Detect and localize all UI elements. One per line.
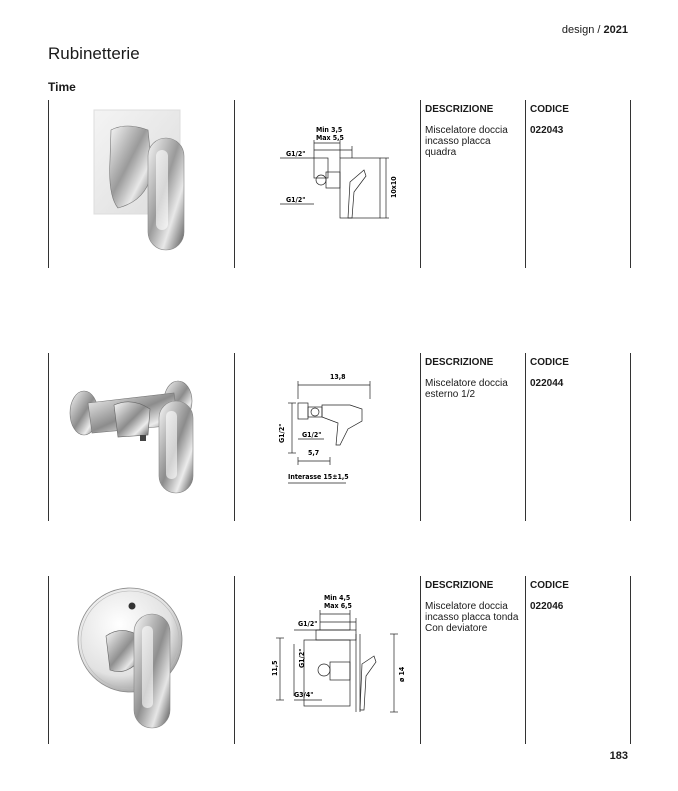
- dim-label: G1/2": [278, 423, 286, 443]
- page-header: [562, 24, 628, 36]
- dim-label: 13,8: [330, 373, 346, 381]
- divider: [48, 353, 49, 521]
- divider: [420, 576, 421, 744]
- divider: [630, 100, 631, 268]
- dim-label: G1/2": [286, 196, 306, 204]
- divider: [525, 100, 526, 268]
- dim-label: G1/2": [302, 431, 322, 439]
- divider: [525, 353, 526, 521]
- product-row: [48, 353, 631, 521]
- product-description: Miscelatore doccia incasso placca tonda Con deviatore: [425, 601, 519, 634]
- dim-label: Min 3,5: [316, 126, 343, 134]
- divider: [420, 353, 421, 521]
- dim-label: Min 4,5: [324, 594, 351, 602]
- dim-label: ø 14: [398, 666, 406, 682]
- divider: [630, 353, 631, 521]
- product-code: 022043: [530, 125, 564, 136]
- dim-label: Interasse 15±1,5: [288, 473, 349, 481]
- section-title: Time: [48, 80, 76, 94]
- product-row: [48, 100, 631, 268]
- divider: [48, 576, 49, 744]
- dim-label: Max 6,5: [324, 602, 352, 610]
- technical-drawing: [244, 353, 416, 521]
- product-description: Miscelatore doccia esterno 1/2: [425, 378, 508, 400]
- page-number: 183: [609, 750, 628, 762]
- product-photo: [56, 576, 226, 744]
- dim-label: 11,5: [271, 660, 279, 676]
- code-header: CODICE: [530, 104, 569, 115]
- dim-label: G1/2": [298, 648, 306, 668]
- divider: [630, 576, 631, 744]
- dim-label: 10x10: [390, 176, 398, 198]
- product-code: 022044: [530, 378, 564, 389]
- dim-label: Max 5,5: [316, 134, 344, 142]
- descr-header: DESCRIZIONE: [425, 580, 494, 591]
- product-description: Miscelatore doccia incasso placca quadra: [425, 125, 508, 158]
- product-code: 022046: [530, 601, 564, 612]
- divider: [48, 100, 49, 268]
- divider: [420, 100, 421, 268]
- descr-header: DESCRIZIONE: [425, 104, 494, 115]
- header-year: 2021: [603, 24, 628, 36]
- divider: [234, 353, 235, 521]
- dim-label: G3/4": [294, 691, 314, 699]
- product-row: [48, 576, 631, 744]
- code-header: CODICE: [530, 580, 569, 591]
- dim-label: G1/2": [286, 150, 306, 158]
- dim-label: 5,7: [308, 449, 320, 457]
- descr-header: DESCRIZIONE: [425, 357, 494, 368]
- technical-drawing: [244, 576, 416, 744]
- technical-drawing: [244, 100, 416, 268]
- product-photo: [56, 353, 226, 521]
- divider: [234, 100, 235, 268]
- dim-label: G1/2": [298, 620, 318, 628]
- header-brand: design /: [561, 24, 601, 36]
- product-photo: [56, 100, 226, 268]
- code-header: CODICE: [530, 357, 569, 368]
- divider: [234, 576, 235, 744]
- divider: [525, 576, 526, 744]
- page-title: Rubinetterie: [48, 44, 140, 63]
